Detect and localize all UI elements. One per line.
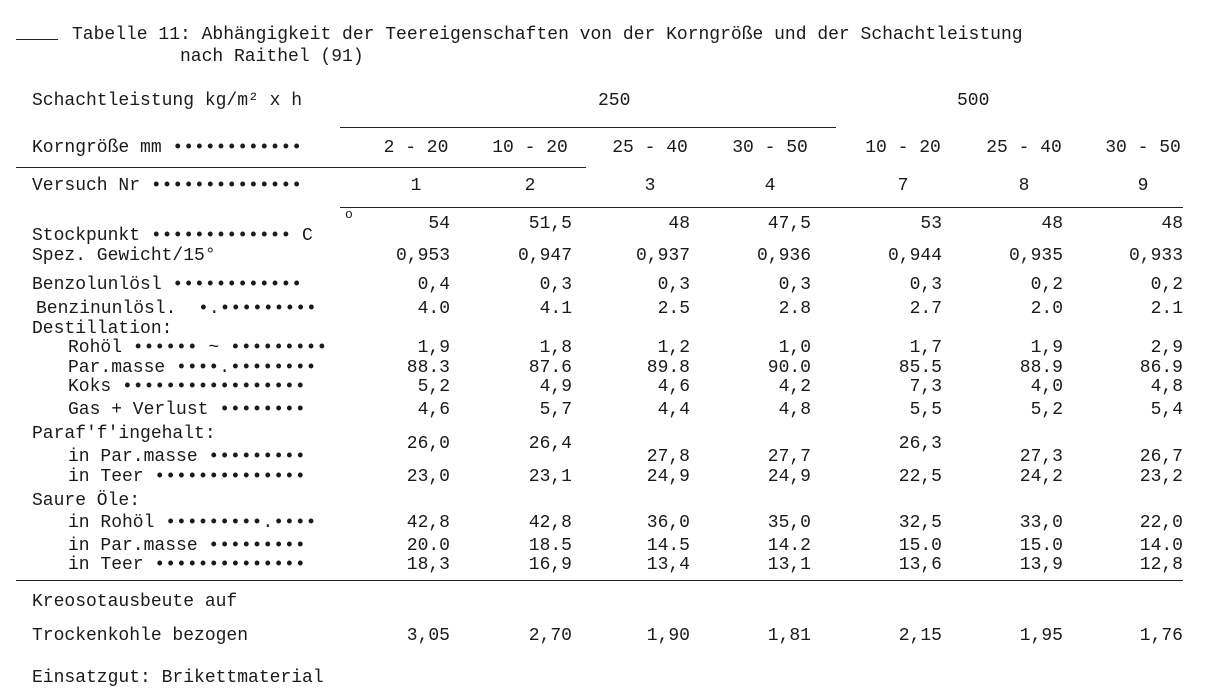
degree-symbol: o bbox=[345, 207, 353, 222]
row-value-rohoel: 2,9 bbox=[1150, 338, 1183, 358]
kreosot-value: 1,76 bbox=[1139, 626, 1183, 646]
row-value-saure-par: 15.0 bbox=[898, 536, 942, 556]
title-dash-line bbox=[16, 39, 58, 40]
kreosot-value: 1,81 bbox=[767, 626, 811, 646]
row-value-saure-par: 14.0 bbox=[1139, 536, 1183, 556]
row-value-gas: 5,2 bbox=[1030, 400, 1063, 420]
einsatzgut-note: Einsatzgut: Brikettmaterial bbox=[32, 668, 324, 688]
versuch-value: 8 bbox=[1018, 176, 1030, 196]
row-value-gewicht: 0,937 bbox=[635, 246, 690, 266]
row-value-saure-rohoel: 42,8 bbox=[528, 513, 572, 533]
row-label-rohoel: Rohöl •••••• ~ ••••••••• bbox=[68, 338, 328, 358]
row-value-stockpunkt: 54 bbox=[428, 214, 450, 234]
row-value-saure-teer: 12,8 bbox=[1139, 555, 1183, 575]
table-title-line2: nach Raithel (91) bbox=[180, 47, 364, 67]
row-value-paraffin-teer: 23,2 bbox=[1139, 467, 1183, 487]
row-value-benzol: 0,2 bbox=[1030, 275, 1063, 295]
schachtleistung-label: Schachtleistung kg/m² x h bbox=[32, 91, 303, 111]
group-500-label: 500 bbox=[957, 91, 990, 111]
korngroesse-value: 30 - 50 bbox=[1105, 138, 1181, 158]
row-value-paraffin: 26,3 bbox=[898, 434, 942, 454]
korngroesse-value: 10 - 20 bbox=[492, 138, 568, 158]
row-label-saure-teer: in Teer •••••••••••••• bbox=[68, 555, 306, 575]
kreosot-value: 3,05 bbox=[406, 626, 450, 646]
group-250-label: 250 bbox=[598, 91, 631, 111]
row-value-rohoel: 1,9 bbox=[417, 338, 450, 358]
row-value-koks: 7,3 bbox=[909, 377, 942, 397]
row-value-stockpunkt: 47,5 bbox=[767, 214, 811, 234]
row-value-koks: 5,2 bbox=[417, 377, 450, 397]
row-value-saure-rohoel: 36,0 bbox=[646, 513, 690, 533]
row-value-saure-rohoel: 33,0 bbox=[1019, 513, 1063, 533]
row-value-parmasse: 87.6 bbox=[528, 358, 572, 378]
row-value-paraffin-par: 27,7 bbox=[767, 447, 811, 467]
row-value-parmasse: 88.3 bbox=[406, 358, 450, 378]
row-value-benzol: 0,3 bbox=[657, 275, 690, 295]
row-value-benzin: 4.1 bbox=[539, 299, 572, 319]
row-label-benzol: Benzolunlösl •••••••••••• bbox=[32, 275, 303, 295]
row-value-benzol: 0,2 bbox=[1150, 275, 1183, 295]
kreosot-value: 1,95 bbox=[1019, 626, 1063, 646]
row-value-gas: 4,6 bbox=[417, 400, 450, 420]
table-title-line1: Tabelle 11: Abhängigkeit der Teereigenschaften von der Korngröße und der Schachtleistung bbox=[72, 25, 1023, 45]
row-value-stockpunkt: 48 bbox=[1041, 214, 1063, 234]
kreosot-value: 2,15 bbox=[898, 626, 942, 646]
row-value-benzin: 2.1 bbox=[1150, 299, 1183, 319]
row-value-benzin: 2.5 bbox=[657, 299, 690, 319]
row-value-paraffin-teer: 24,9 bbox=[767, 467, 811, 487]
row-label-stockpunkt: Stockpunkt ••••••••••••• C bbox=[32, 226, 313, 246]
row-value-gas: 5,4 bbox=[1150, 400, 1183, 420]
row-value-saure-teer: 18,3 bbox=[406, 555, 450, 575]
kreosot-label-line2: Trockenkohle bezogen bbox=[32, 626, 249, 646]
versuch-value: 4 bbox=[764, 176, 776, 196]
row-value-benzin: 2.7 bbox=[909, 299, 942, 319]
row-value-parmasse: 90.0 bbox=[767, 358, 811, 378]
versuch-value: 7 bbox=[897, 176, 909, 196]
row-value-benzin: 2.8 bbox=[778, 299, 811, 319]
row-value-benzol: 0,3 bbox=[909, 275, 942, 295]
row-value-parmasse: 85.5 bbox=[898, 358, 942, 378]
row-value-saure-rohoel: 42,8 bbox=[406, 513, 450, 533]
row-value-paraffin: 26,4 bbox=[528, 434, 572, 454]
row-value-saure-rohoel: 35,0 bbox=[767, 513, 811, 533]
kreosot-value: 1,90 bbox=[646, 626, 690, 646]
row-value-saure-teer: 13,1 bbox=[767, 555, 811, 575]
row-value-parmasse: 88.9 bbox=[1019, 358, 1063, 378]
row-value-rohoel: 1,7 bbox=[909, 338, 942, 358]
group-250-underline bbox=[340, 127, 836, 128]
row-value-gas: 5,5 bbox=[909, 400, 942, 420]
korngroesse-value: 2 - 20 bbox=[383, 138, 449, 158]
row-value-benzol: 0,3 bbox=[778, 275, 811, 295]
row-value-gas: 5,7 bbox=[539, 400, 572, 420]
row-value-saure-teer: 13,9 bbox=[1019, 555, 1063, 575]
row-value-benzol: 0,4 bbox=[417, 275, 450, 295]
row-value-gewicht: 0,933 bbox=[1128, 246, 1183, 266]
row-value-saure-par: 14.5 bbox=[646, 536, 690, 556]
row-value-saure-teer: 16,9 bbox=[528, 555, 572, 575]
row-value-gewicht: 0,953 bbox=[395, 246, 450, 266]
row-value-saure-teer: 13,6 bbox=[898, 555, 942, 575]
row-value-gas: 4,4 bbox=[657, 400, 690, 420]
row-label-koks: Koks ••••••••••••••••• bbox=[68, 377, 306, 397]
row-value-paraffin-teer: 22,5 bbox=[898, 467, 942, 487]
row-value-koks: 4,8 bbox=[1150, 377, 1183, 397]
row-value-koks: 4,0 bbox=[1030, 377, 1063, 397]
korngroesse-value: 25 - 40 bbox=[612, 138, 688, 158]
korngroesse-value: 30 - 50 bbox=[732, 138, 808, 158]
row-value-parmasse: 89.8 bbox=[646, 358, 690, 378]
row-value-saure-teer: 13,4 bbox=[646, 555, 690, 575]
row-value-paraffin-par: 27,3 bbox=[1019, 447, 1063, 467]
row-value-saure-par: 20.0 bbox=[406, 536, 450, 556]
row-value-saure-par: 14.2 bbox=[767, 536, 811, 556]
row-value-rohoel: 1,2 bbox=[657, 338, 690, 358]
row-value-gewicht: 0,936 bbox=[756, 246, 811, 266]
row-label-parmasse: Par.masse ••••.•••••••• bbox=[68, 358, 317, 378]
kreosot-value: 2,70 bbox=[528, 626, 572, 646]
row-label-gas: Gas + Verlust •••••••• bbox=[68, 400, 306, 420]
row-value-benzin: 2.0 bbox=[1030, 299, 1063, 319]
kreosot-label-line1: Kreosotausbeute auf bbox=[32, 592, 238, 612]
row-label-benzin: Benzinunlösl. •.••••••••• bbox=[36, 299, 317, 319]
versuch-value: 3 bbox=[644, 176, 656, 196]
row-value-koks: 4,6 bbox=[657, 377, 690, 397]
korngroesse-label: Korngröße mm •••••••••••• bbox=[32, 138, 303, 158]
row-value-rohoel: 1,9 bbox=[1030, 338, 1063, 358]
row-value-paraffin-teer: 24,2 bbox=[1019, 467, 1063, 487]
row-value-stockpunkt: 53 bbox=[920, 214, 942, 234]
row-value-saure-rohoel: 22,0 bbox=[1139, 513, 1183, 533]
row-label-paraffin: Paraf'f'ingehalt: bbox=[32, 424, 216, 444]
row-value-paraffin-teer: 23,1 bbox=[528, 467, 572, 487]
row-value-koks: 4,9 bbox=[539, 377, 572, 397]
row-value-rohoel: 1,0 bbox=[778, 338, 811, 358]
row-value-rohoel: 1,8 bbox=[539, 338, 572, 358]
row-value-paraffin-teer: 23,0 bbox=[406, 467, 450, 487]
row-label-paraffin-par: in Par.masse ••••••••• bbox=[68, 447, 306, 467]
row-value-paraffin-par: 27,8 bbox=[646, 447, 690, 467]
table-bottom-rule bbox=[16, 580, 1183, 581]
header-underline-left bbox=[16, 167, 586, 168]
row-value-paraffin-par: 26,7 bbox=[1139, 447, 1183, 467]
versuch-value: 1 bbox=[410, 176, 422, 196]
versuch-value: 2 bbox=[524, 176, 536, 196]
row-value-paraffin-teer: 24,9 bbox=[646, 467, 690, 487]
row-value-gewicht: 0,947 bbox=[517, 246, 572, 266]
row-label-destillation: Destillation: bbox=[32, 319, 173, 339]
row-value-benzol: 0,3 bbox=[539, 275, 572, 295]
row-value-koks: 4,2 bbox=[778, 377, 811, 397]
row-value-gas: 4,8 bbox=[778, 400, 811, 420]
row-label-saure-rohoel: in Rohöl •••••••••.•••• bbox=[68, 513, 317, 533]
row-label-saure: Saure Öle: bbox=[32, 491, 141, 511]
korngroesse-value: 25 - 40 bbox=[986, 138, 1062, 158]
row-label-saure-par: in Par.masse ••••••••• bbox=[68, 536, 306, 556]
row-value-stockpunkt: 48 bbox=[668, 214, 690, 234]
row-value-paraffin: 26,0 bbox=[406, 434, 450, 454]
row-value-saure-par: 18.5 bbox=[528, 536, 572, 556]
row-value-stockpunkt: 48 bbox=[1161, 214, 1183, 234]
row-value-gewicht: 0,935 bbox=[1008, 246, 1063, 266]
header-bottom-rule bbox=[340, 207, 1183, 208]
korngroesse-value: 10 - 20 bbox=[865, 138, 941, 158]
row-value-benzin: 4.0 bbox=[417, 299, 450, 319]
row-value-parmasse: 86.9 bbox=[1139, 358, 1183, 378]
row-value-saure-rohoel: 32,5 bbox=[898, 513, 942, 533]
row-label-paraffin-teer: in Teer •••••••••••••• bbox=[68, 467, 306, 487]
versuch-value: 9 bbox=[1137, 176, 1149, 196]
versuch-label: Versuch Nr •••••••••••••• bbox=[32, 176, 303, 196]
row-value-saure-par: 15.0 bbox=[1019, 536, 1063, 556]
row-value-stockpunkt: 51,5 bbox=[528, 214, 572, 234]
row-label-gewicht: Spez. Gewicht/15° bbox=[32, 246, 216, 266]
row-value-gewicht: 0,944 bbox=[887, 246, 942, 266]
